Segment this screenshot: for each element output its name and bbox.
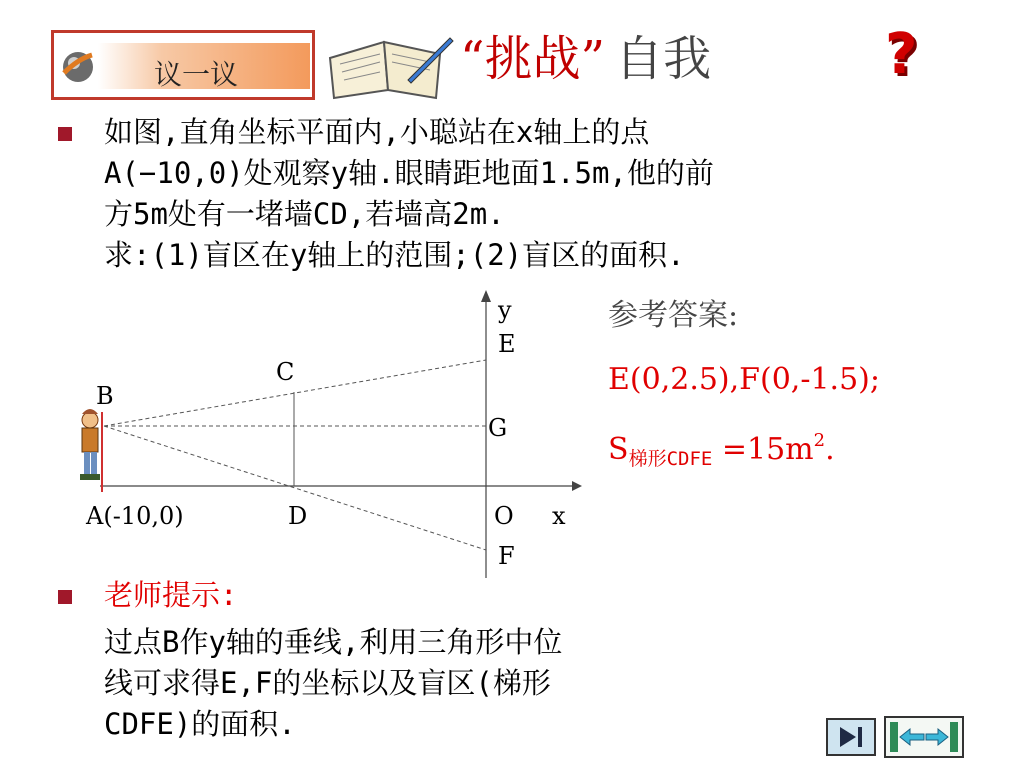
coordinate-figure bbox=[60, 288, 600, 588]
label-e: E bbox=[498, 330, 516, 358]
problem-line: 如图,直角坐标平面内,小聪站在x轴上的点 bbox=[104, 115, 650, 149]
y-axis-arrow bbox=[481, 290, 491, 302]
label-g: G bbox=[488, 414, 508, 442]
globe-icon bbox=[60, 49, 96, 85]
label-o: O bbox=[494, 502, 514, 530]
label-c: C bbox=[276, 358, 295, 386]
end-button-icon bbox=[828, 720, 874, 754]
answer-area-subscript: 梯形CDFE bbox=[628, 448, 713, 470]
page-title-quoted: “挑战” bbox=[460, 31, 606, 87]
problem-line: A(−10,0)处观察y轴.眼睛距地面1.5m,他的前 bbox=[104, 156, 714, 190]
back-navigation-button[interactable] bbox=[884, 716, 964, 758]
label-a: A(-10,0) bbox=[86, 502, 184, 530]
hint-text bbox=[104, 622, 562, 745]
label-d: D bbox=[288, 502, 308, 530]
answer-area-mid: =15m bbox=[712, 432, 814, 467]
label-b: B bbox=[96, 382, 114, 410]
answer-coords: E(0,2.5),F(0,-1.5); bbox=[608, 362, 880, 397]
sight-line-bf bbox=[104, 426, 486, 550]
back-navigation-icon bbox=[886, 718, 962, 756]
answer-area-end: . bbox=[825, 432, 835, 467]
problem-line: 方5m处有一堵墙CD,若墙高2m. bbox=[104, 197, 505, 231]
person-icon bbox=[80, 409, 102, 492]
label-f: F bbox=[498, 542, 515, 570]
help-question-icon[interactable]: ? bbox=[885, 22, 918, 87]
hint-line: 线可求得E,F的坐标以及盲区(梯形 bbox=[104, 666, 551, 700]
x-axis-arrow bbox=[572, 481, 582, 491]
bullet-marker bbox=[58, 590, 72, 604]
section-tag bbox=[51, 30, 315, 100]
bullet-marker bbox=[58, 127, 72, 141]
sight-line-be bbox=[104, 360, 486, 426]
page-title bbox=[460, 20, 711, 89]
problem-line: 求:(1)盲区在y轴上的范围;(2)盲区的面积. bbox=[104, 238, 685, 272]
label-y: y bbox=[498, 296, 512, 324]
page-title-rest: 自我 bbox=[615, 31, 712, 87]
answer-area-superscript: 2 bbox=[813, 430, 826, 451]
answer-area-prefix: S bbox=[608, 432, 629, 467]
section-tag-label: 议一议 bbox=[154, 58, 239, 91]
hint-line: 过点B作y轴的垂线,利用三角形中位 bbox=[104, 625, 563, 659]
problem-text bbox=[104, 112, 714, 276]
hint-line: CDFE)的面积. bbox=[104, 707, 296, 741]
answer-area bbox=[608, 430, 835, 471]
hint-heading: 老师提示: bbox=[104, 578, 238, 612]
open-book-icon bbox=[322, 28, 454, 102]
end-slide-button[interactable] bbox=[826, 718, 876, 756]
answer-heading: 参考答案: bbox=[608, 298, 739, 333]
label-x: x bbox=[552, 502, 566, 530]
